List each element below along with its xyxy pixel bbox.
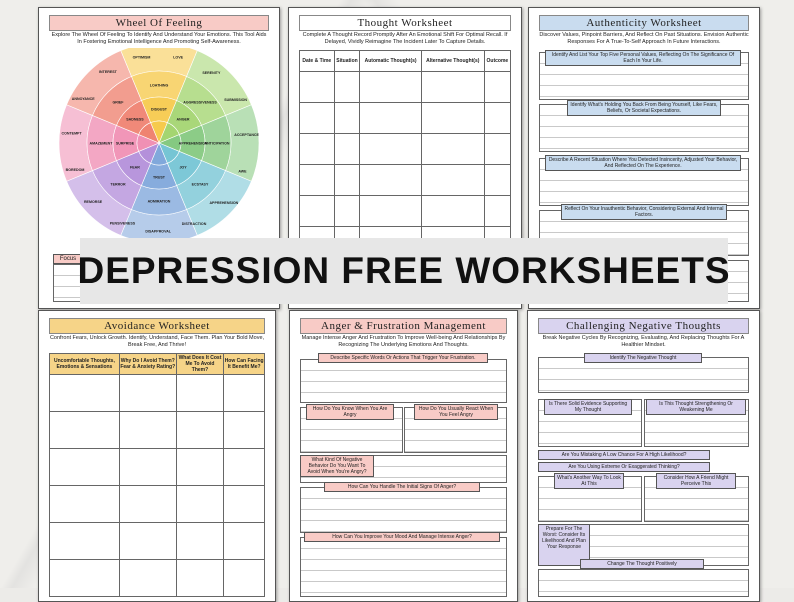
table-cell[interactable] — [360, 134, 421, 165]
title-banner — [77, 238, 731, 304]
prompt-negative-behavior: What Kind Of Negative Behavior Do You Want To Avoid When You're Angry? — [300, 455, 374, 477]
table-cell[interactable] — [50, 449, 120, 486]
answer-box[interactable] — [300, 537, 507, 597]
page-title: Avoidance Worksheet — [49, 318, 265, 334]
table-cell[interactable] — [334, 165, 360, 196]
prompt-values: Identify And List Your Top Five Personal Values, Reflecting On The Significance Of Each In Your Life. — [545, 50, 741, 66]
table-cell[interactable] — [300, 165, 335, 196]
wheel-label: INTEREST — [99, 69, 117, 74]
negative-thoughts-page — [527, 310, 760, 602]
table-cell[interactable] — [176, 486, 224, 523]
wheel-label: ECSTASY — [191, 182, 209, 187]
focus-label: Focus — [53, 254, 83, 264]
answer-box[interactable] — [538, 569, 749, 597]
wheel-label: SURPRISE — [115, 141, 135, 146]
page-title: Thought Worksheet — [299, 15, 511, 31]
table-cell[interactable] — [334, 196, 360, 227]
wheel-label: ANTICIPATION — [204, 141, 230, 146]
wheel-label: APPREHENSION — [178, 141, 208, 146]
prompt-improve-mood: How Can You Improve Your Mood And Manage Intense Anger? — [304, 532, 500, 542]
wheel-label: LOVE — [173, 55, 184, 60]
wheel-label: OPTIMISM — [132, 55, 151, 60]
page-description: Explore The Wheel Of Feeling To Identify And Understand Your Emotions. This Tool Aids In Fostering Emotional Intelligence And Promoting Self-Awareness. — [51, 32, 267, 45]
table-cell[interactable] — [334, 103, 360, 134]
wheel-label: TRUST — [153, 175, 165, 180]
table-cell[interactable] — [176, 375, 224, 412]
table-cell[interactable] — [224, 523, 265, 560]
wheel-label: TERROR — [110, 182, 126, 187]
prompt-identify: Identify The Negative Thought — [584, 353, 702, 363]
prompt-evidence: Is There Solid Evidence Supporting My Thought — [544, 399, 632, 415]
wheel-label: DISTRACTION — [181, 222, 207, 227]
wheel-label: ANNOYANCE — [71, 96, 95, 101]
table-cell[interactable] — [300, 196, 335, 227]
page-title: Authenticity Worksheet — [539, 15, 749, 31]
column-header: What Does It Cost Me To Avoid Them? — [176, 354, 224, 375]
prompt-friend: Consider How A Friend Might Perceive This — [656, 473, 736, 489]
table-row — [50, 523, 265, 560]
table-cell[interactable] — [484, 134, 510, 165]
wheel-label: AMAZEMENT — [89, 141, 113, 146]
table-cell[interactable] — [334, 72, 360, 103]
table-cell[interactable] — [119, 449, 176, 486]
wheel-label: PENSIVENESS — [109, 221, 136, 226]
wheel-label: AGGRESSIVENESS — [183, 100, 217, 105]
table-cell[interactable] — [300, 134, 335, 165]
wheel-label: DISGUST — [151, 107, 167, 112]
wheel-label: ADMIRATION — [147, 199, 171, 204]
wheel-label: DISAPPROVAL — [145, 229, 172, 234]
table-cell[interactable] — [360, 196, 421, 227]
table-cell[interactable] — [176, 449, 224, 486]
table-cell[interactable] — [176, 560, 224, 597]
prompt-inauthentic: Reflect On Your Inauthentic Behavior, Considering External And Internal Factors. — [561, 204, 727, 220]
page-title: Anger & Frustration Management — [300, 318, 507, 334]
table-row — [50, 375, 265, 412]
wheel-label: BOREDOM — [65, 167, 85, 172]
wheel-label: REMORSE — [83, 199, 103, 204]
wheel-label: CONTEMPT — [61, 131, 82, 136]
table-cell[interactable] — [300, 72, 335, 103]
table-cell[interactable] — [421, 165, 484, 196]
prompt-another-way: What's Another Way To Look At This — [554, 473, 624, 489]
page-title: Challenging Negative Thoughts — [538, 318, 749, 334]
page-description: Manage Intense Anger And Frustration To Improve Well-being And Relationships By Recognizing The Underlying Emotions And Thoughts. — [301, 335, 506, 348]
table-cell[interactable] — [360, 103, 421, 134]
table-row — [50, 486, 265, 523]
anger-management-page — [289, 310, 518, 602]
table-cell[interactable] — [300, 103, 335, 134]
page-title: Wheel Of Feeling — [49, 15, 269, 31]
wheel-label: JOY — [179, 165, 187, 170]
table-cell[interactable] — [421, 72, 484, 103]
table-cell[interactable] — [119, 560, 176, 597]
table-cell[interactable] — [224, 449, 265, 486]
page-description: Confront Fears, Unlock Growth. Identify, Understand, Face Them. Plan Your Bold Move, Break Free, And Thrive! — [49, 335, 265, 348]
column-header: Outcome — [484, 51, 510, 72]
table-cell[interactable] — [484, 165, 510, 196]
table-cell[interactable] — [421, 196, 484, 227]
prompt-triggers: Describe Specific Words Or Actions That Trigger Your Frustration. — [318, 353, 488, 363]
column-header: Date & Time — [300, 51, 335, 72]
table-cell[interactable] — [224, 375, 265, 412]
column-header: Uncomfortable Thoughts, Emotions & Sensations — [50, 354, 120, 375]
table-cell[interactable] — [50, 375, 120, 412]
wheel-label: GRIEF — [112, 100, 124, 105]
table-cell[interactable] — [360, 165, 421, 196]
wheel-label: ANGER — [176, 117, 190, 122]
wheel-label: FEAR — [130, 165, 140, 170]
table-row — [300, 196, 511, 227]
wheel-label: AWE — [238, 169, 247, 174]
table-row — [50, 560, 265, 597]
prompt-strengthening: Is This Thought Strengthening Or Weakening Me — [646, 399, 746, 415]
prompt-insincerity: Describe A Recent Situation Where You Detected Insincerity, Adjusted Your Behavior, And Reflected On The Experience. — [545, 155, 741, 171]
wheel-label: SERENITY — [202, 70, 221, 75]
table-cell[interactable] — [50, 560, 120, 597]
table-row — [50, 412, 265, 449]
prompt-barriers: Identify What's Holding You Back From Being Yourself, Like Fears, Beliefs, Or Societal Expectations. — [567, 100, 721, 116]
table-cell[interactable] — [484, 103, 510, 134]
table-cell[interactable] — [224, 560, 265, 597]
prompt-extreme: Are You Using Extreme Or Exaggerated Thinking? — [538, 462, 710, 472]
avoidance-worksheet-page — [38, 310, 276, 602]
avoidance-table — [49, 353, 265, 597]
table-cell[interactable] — [119, 375, 176, 412]
table-cell[interactable] — [176, 412, 224, 449]
table-cell[interactable] — [421, 103, 484, 134]
answer-box[interactable] — [300, 359, 507, 403]
table-row — [300, 134, 511, 165]
page-description: Discover Values, Pinpoint Barriers, And Reflect On Past Situations. Envision Authentic Responses For A True-To-Self Approach In Future Interactions. — [539, 32, 749, 45]
prompt-know-angry: How Do You Know When You Are Angry — [306, 404, 394, 420]
wheel-label: APPREHENSION — [209, 200, 239, 205]
emotion-wheel — [39, 48, 279, 248]
table-cell[interactable] — [50, 412, 120, 449]
table-cell[interactable] — [119, 412, 176, 449]
table-cell[interactable] — [119, 486, 176, 523]
table-cell[interactable] — [119, 523, 176, 560]
table-row — [300, 165, 511, 196]
table-cell[interactable] — [50, 486, 120, 523]
wheel-label: SADNESS — [126, 117, 144, 122]
table-cell[interactable] — [484, 72, 510, 103]
prompt-initial-signs: How Can You Handle The Initial Signs Of Anger? — [324, 482, 480, 492]
table-row — [50, 449, 265, 486]
table-cell[interactable] — [484, 196, 510, 227]
prompt-change-thought: Change The Thought Positively — [580, 559, 704, 569]
table-row — [300, 103, 511, 134]
answer-box[interactable] — [300, 487, 507, 533]
column-header: Automatic Thought(s) — [360, 51, 421, 72]
page-description: Complete A Thought Record Promptly After An Emotional Shift For Optimal Recall. If Delayed, Vividly Reimagine The Incident Later To Capture Details. — [302, 32, 508, 45]
wheel-label: ACCEPTANCE — [234, 133, 259, 138]
column-header: How Can Facing It Benefit Me? — [224, 354, 265, 375]
prompt-react-angry: How Do You Usually React When You Feel Angry — [414, 404, 498, 420]
table-cell[interactable] — [224, 412, 265, 449]
column-header: Alternative Thought(s) — [421, 51, 484, 72]
wheel-label: LOATHING — [149, 83, 169, 88]
table-cell[interactable] — [334, 134, 360, 165]
prompt-prepare-worst: Prepare For The Worst: Consider Its Likelihood And Plan Your Response — [538, 524, 590, 566]
table-cell[interactable] — [360, 72, 421, 103]
column-header: Situation — [334, 51, 360, 72]
table-cell[interactable] — [176, 523, 224, 560]
table-cell[interactable] — [50, 523, 120, 560]
table-cell[interactable] — [224, 486, 265, 523]
table-row — [300, 72, 511, 103]
prompt-mistaking: Are You Mistaking A Low Chance For A High Likelihood? — [538, 450, 710, 460]
wheel-label: SUBMISSION — [224, 98, 248, 103]
banner-text: DEPRESSION FREE WORKSHEETS — [77, 250, 731, 291]
table-cell[interactable] — [421, 134, 484, 165]
page-description: Break Negative Cycles By Recognizing, Evaluating, And Replacing Thoughts For A Healthier Mindset. — [542, 335, 745, 348]
column-header: Why Do I Avoid Them? Fear & Anxiety Rating? — [119, 354, 176, 375]
